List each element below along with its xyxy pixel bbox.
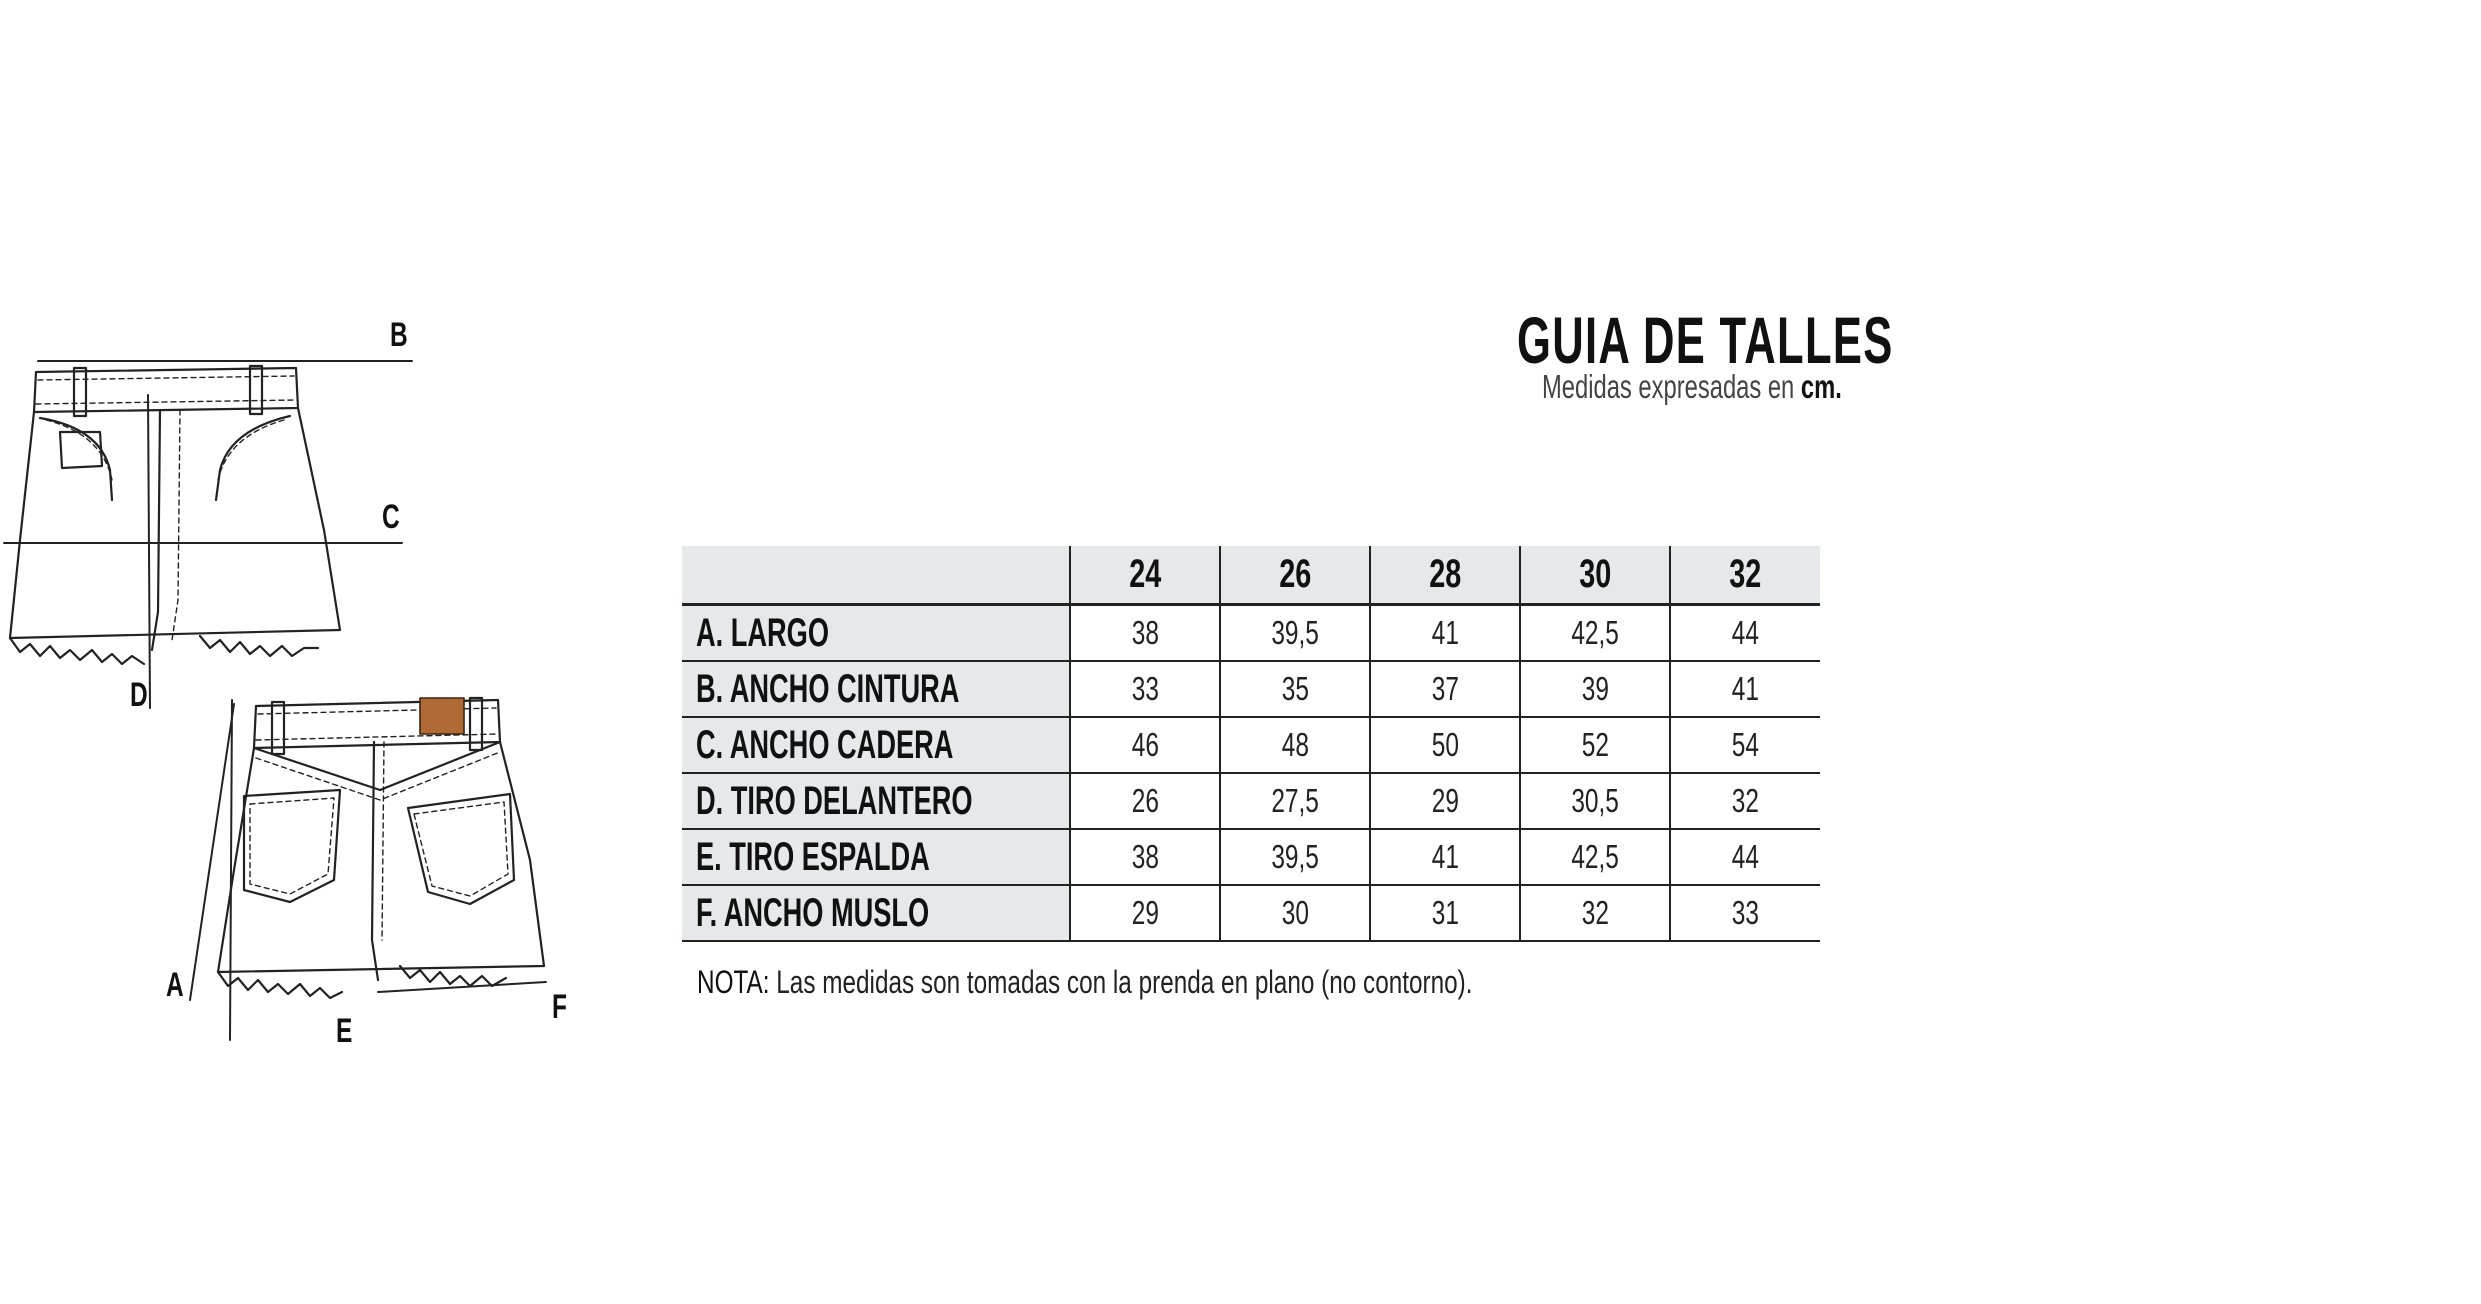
shorts-back-view <box>218 698 544 998</box>
value-cell: 52 <box>1520 717 1670 773</box>
value-cell: 38 <box>1070 605 1220 662</box>
value-cell: 39,5 <box>1220 605 1370 662</box>
row-label-cell: D. TIRO DELANTERO <box>682 773 1070 829</box>
value-cell: 41 <box>1370 829 1520 885</box>
row-label-cell: E. TIRO ESPALDA <box>682 829 1070 885</box>
measurement-note <box>697 964 1473 1001</box>
value-cell: 48 <box>1220 717 1370 773</box>
table-row <box>682 885 1820 941</box>
value-cell: 42,5 <box>1520 829 1670 885</box>
value-cell: 29 <box>1370 773 1520 829</box>
shorts-front-view <box>10 366 340 664</box>
subtitle-text: Medidas expresadas en <box>1542 368 1795 405</box>
value-cell: 31 <box>1370 885 1520 941</box>
value-cell: 39,5 <box>1220 829 1370 885</box>
diagram-label-d: D <box>130 676 148 714</box>
size-header-cell: 28 <box>1370 546 1520 605</box>
value-cell: 44 <box>1670 605 1820 662</box>
table-row <box>682 773 1820 829</box>
value-cell: 54 <box>1670 717 1820 773</box>
value-cell: 50 <box>1370 717 1520 773</box>
value-cell: 41 <box>1370 605 1520 662</box>
table-row <box>682 605 1820 662</box>
value-cell: 35 <box>1220 661 1370 717</box>
value-cell: 26 <box>1070 773 1220 829</box>
diagram-label-f: F <box>552 988 567 1026</box>
row-label-cell: A. LARGO <box>682 605 1070 662</box>
value-cell: 39 <box>1520 661 1670 717</box>
note-text: Las medidas son tomadas con la prenda en plano (no contorno). <box>769 964 1473 1000</box>
size-chart-table <box>682 546 1820 942</box>
diagram-label-c: C <box>382 498 400 536</box>
page-title: GUIA DE TALLES <box>1517 303 1894 377</box>
value-cell: 41 <box>1670 661 1820 717</box>
page-subtitle <box>1542 368 1842 406</box>
diagram-label-b: B <box>390 316 408 354</box>
size-header-cell: 32 <box>1670 546 1820 605</box>
value-cell: 33 <box>1070 661 1220 717</box>
value-cell: 46 <box>1070 717 1220 773</box>
table-row <box>682 829 1820 885</box>
value-cell: 42,5 <box>1520 605 1670 662</box>
diagram-label-a: A <box>166 966 184 1004</box>
table-row <box>682 661 1820 717</box>
value-cell: 32 <box>1520 885 1670 941</box>
value-cell: 29 <box>1070 885 1220 941</box>
shorts-diagram <box>0 0 640 1100</box>
size-header-cell: 26 <box>1220 546 1370 605</box>
value-cell: 38 <box>1070 829 1220 885</box>
value-cell: 27,5 <box>1220 773 1370 829</box>
row-label-cell: C. ANCHO CADERA <box>682 717 1070 773</box>
header-corner-cell <box>682 546 1070 605</box>
table-header-row <box>682 546 1820 605</box>
value-cell: 37 <box>1370 661 1520 717</box>
subtitle-unit: cm. <box>1800 368 1842 405</box>
value-cell: 32 <box>1670 773 1820 829</box>
table-row <box>682 717 1820 773</box>
value-cell: 30 <box>1220 885 1370 941</box>
note-prefix: NOTA: <box>697 964 770 1000</box>
size-header-cell: 24 <box>1070 546 1220 605</box>
value-cell: 44 <box>1670 829 1820 885</box>
value-cell: 30,5 <box>1520 773 1670 829</box>
row-label-cell: F. ANCHO MUSLO <box>682 885 1070 941</box>
value-cell: 33 <box>1670 885 1820 941</box>
diagram-label-e: E <box>336 1012 353 1050</box>
row-label-cell: B. ANCHO CINTURA <box>682 661 1070 717</box>
size-header-cell: 30 <box>1520 546 1670 605</box>
